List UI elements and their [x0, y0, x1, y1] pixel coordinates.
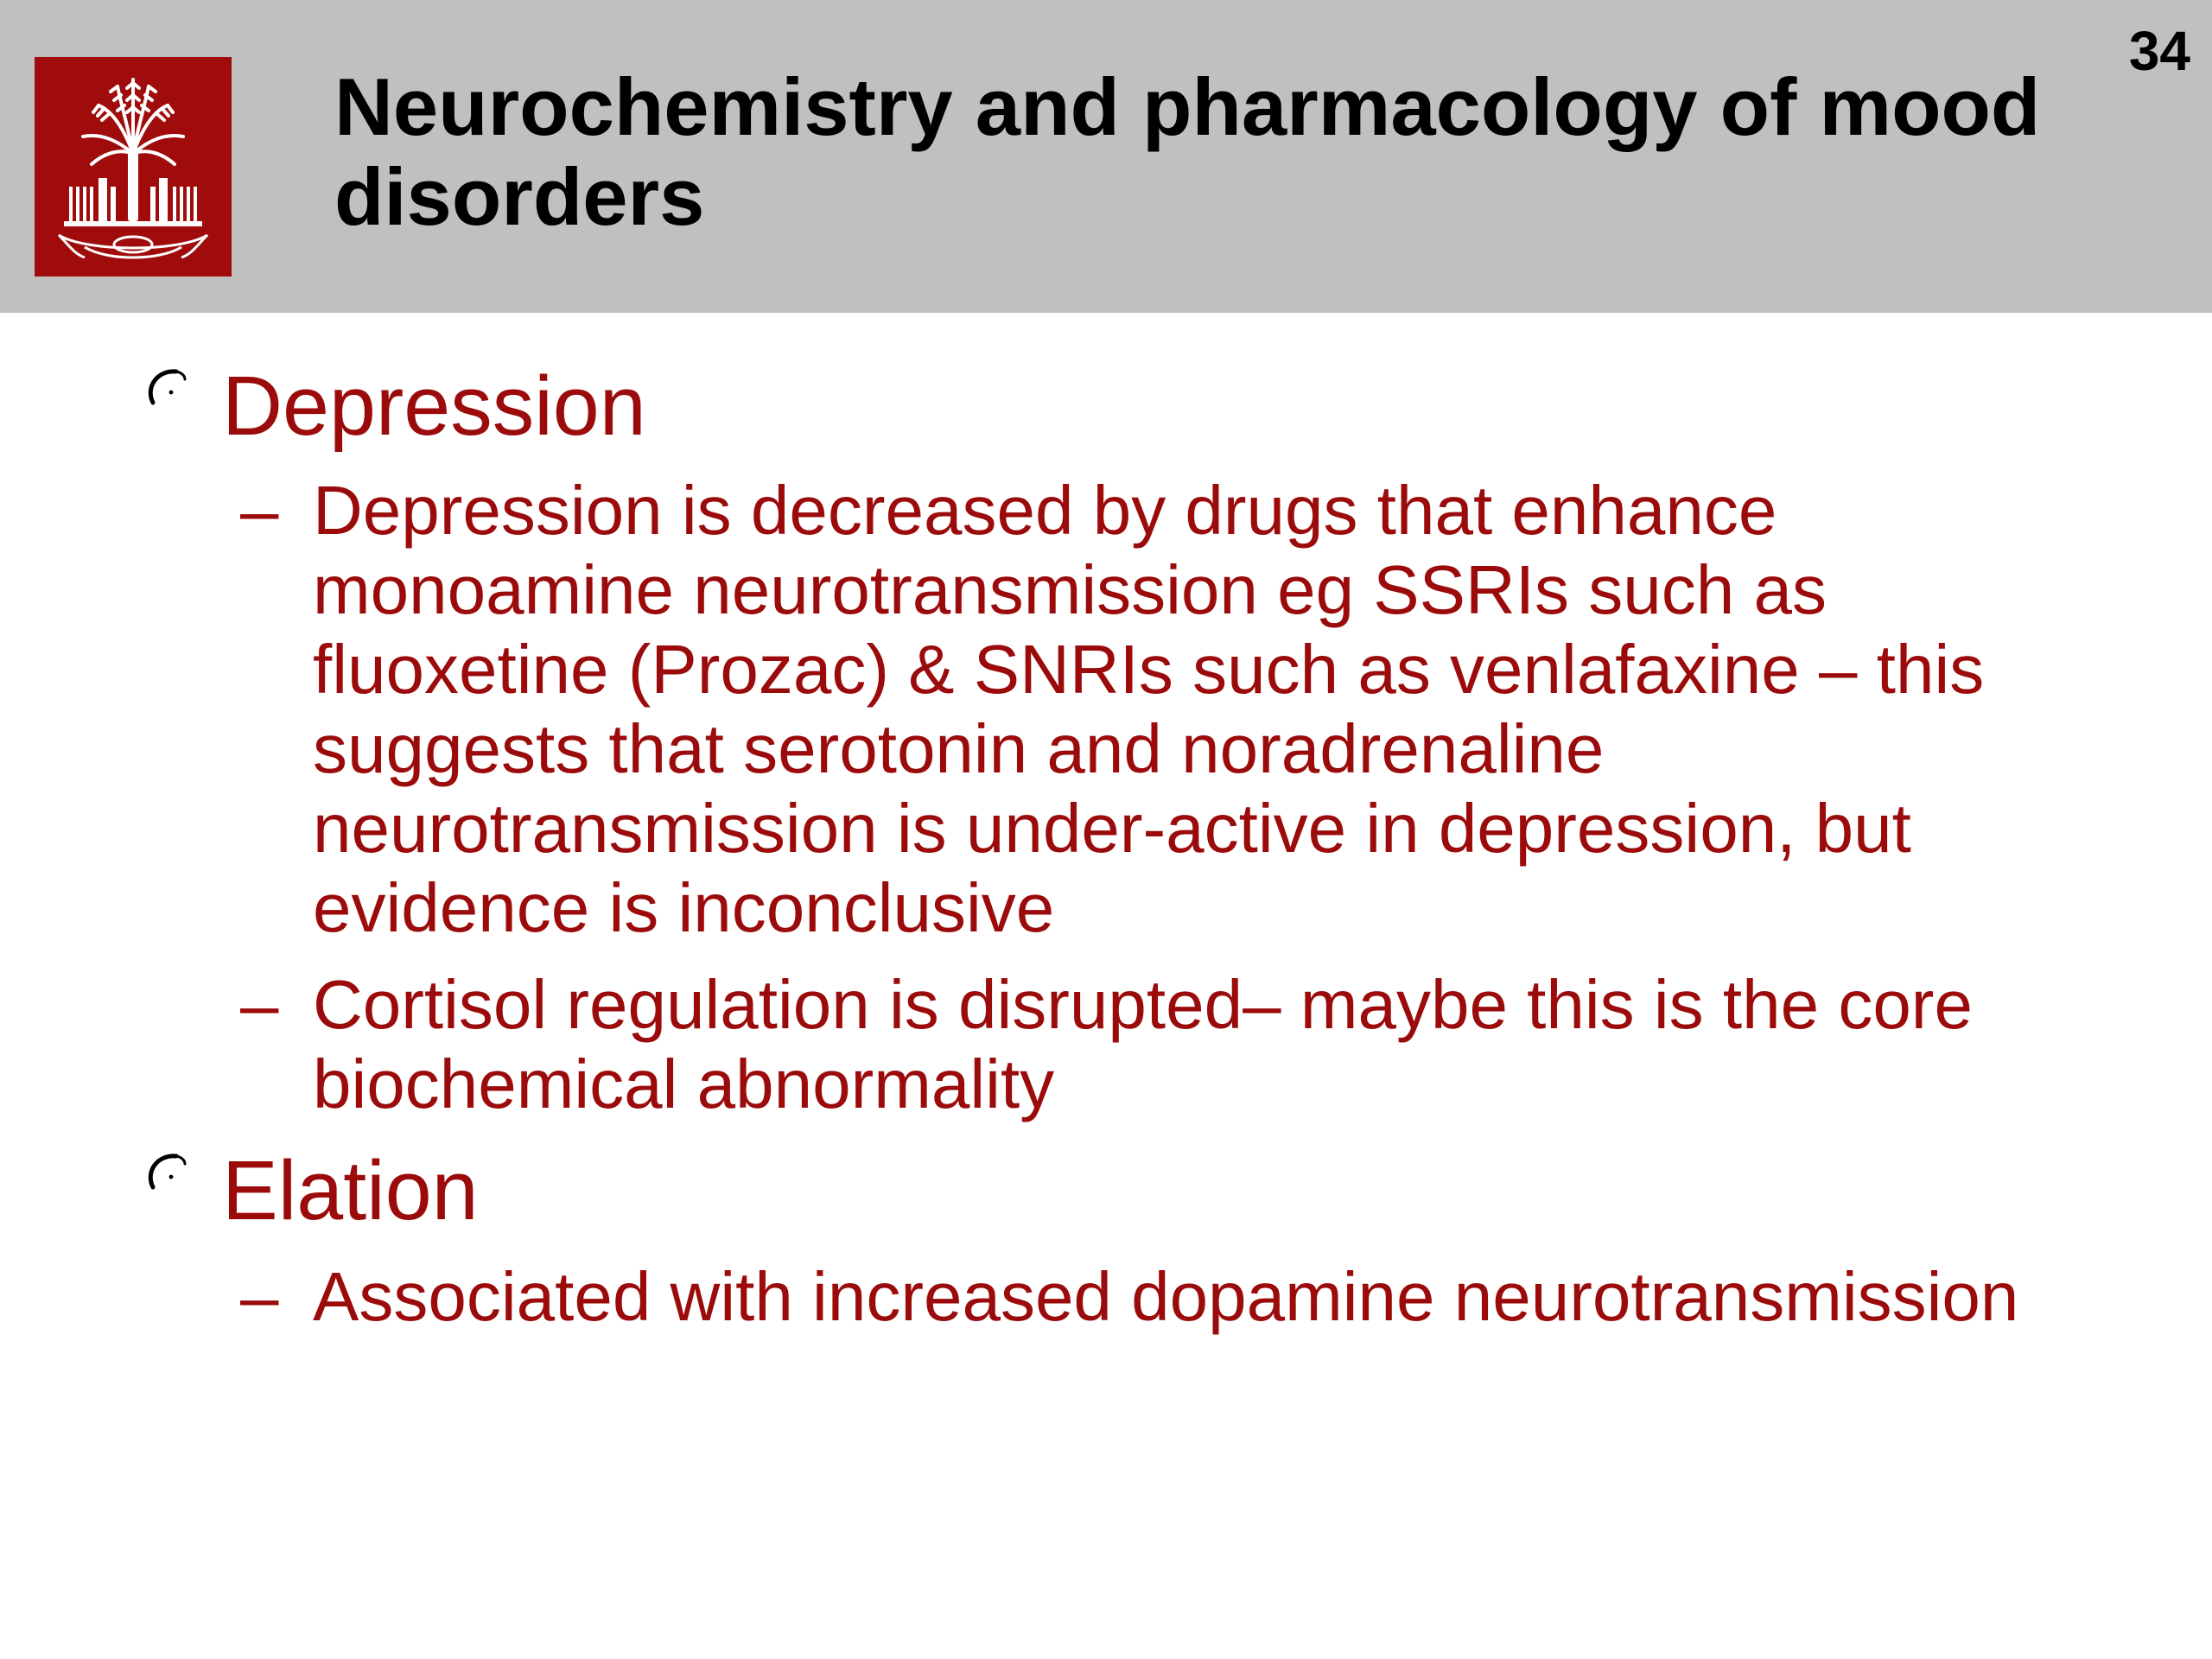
- slide-title: Neurochemistry and pharmacology of mood disorders: [334, 61, 2041, 242]
- sub-point-text: Cortisol regulation is disrupted– maybe this is the core biochemical abnormality: [313, 966, 1973, 1122]
- bullet-elation: [138, 1144, 479, 1237]
- palmetto-tree-icon: [35, 57, 232, 276]
- slide-number: 34: [2128, 20, 2190, 82]
- dash-bullet: –: [240, 1258, 279, 1335]
- sub-point-text: Associated with increased dopamine neurotransmission: [313, 1258, 2019, 1335]
- bullet-depression: [138, 359, 646, 453]
- dash-bullet: –: [240, 472, 279, 549]
- sub-point-text: Depression is decreased by drugs that enhance monoamine neurotransmission eg SSRIs such as fluoxetine (Prozac) & SNRIs such as venlafaxine – this suggests that serotonin and noradrenaline neurotransmission is under-active in depression, but evidence is inconclusive: [313, 472, 1985, 946]
- curled-hook-bullet-icon: [138, 359, 199, 420]
- sub-point-cortisol: [240, 965, 2075, 1124]
- curled-hook-bullet-icon: [138, 1144, 199, 1205]
- sub-point-dopamine: [240, 1257, 2075, 1337]
- section-heading-elation: Elation: [222, 1143, 479, 1237]
- dash-bullet: –: [240, 966, 279, 1043]
- section-heading-depression: Depression: [222, 359, 646, 453]
- sub-point-monoamine: [240, 471, 2075, 948]
- university-logo: [35, 57, 232, 276]
